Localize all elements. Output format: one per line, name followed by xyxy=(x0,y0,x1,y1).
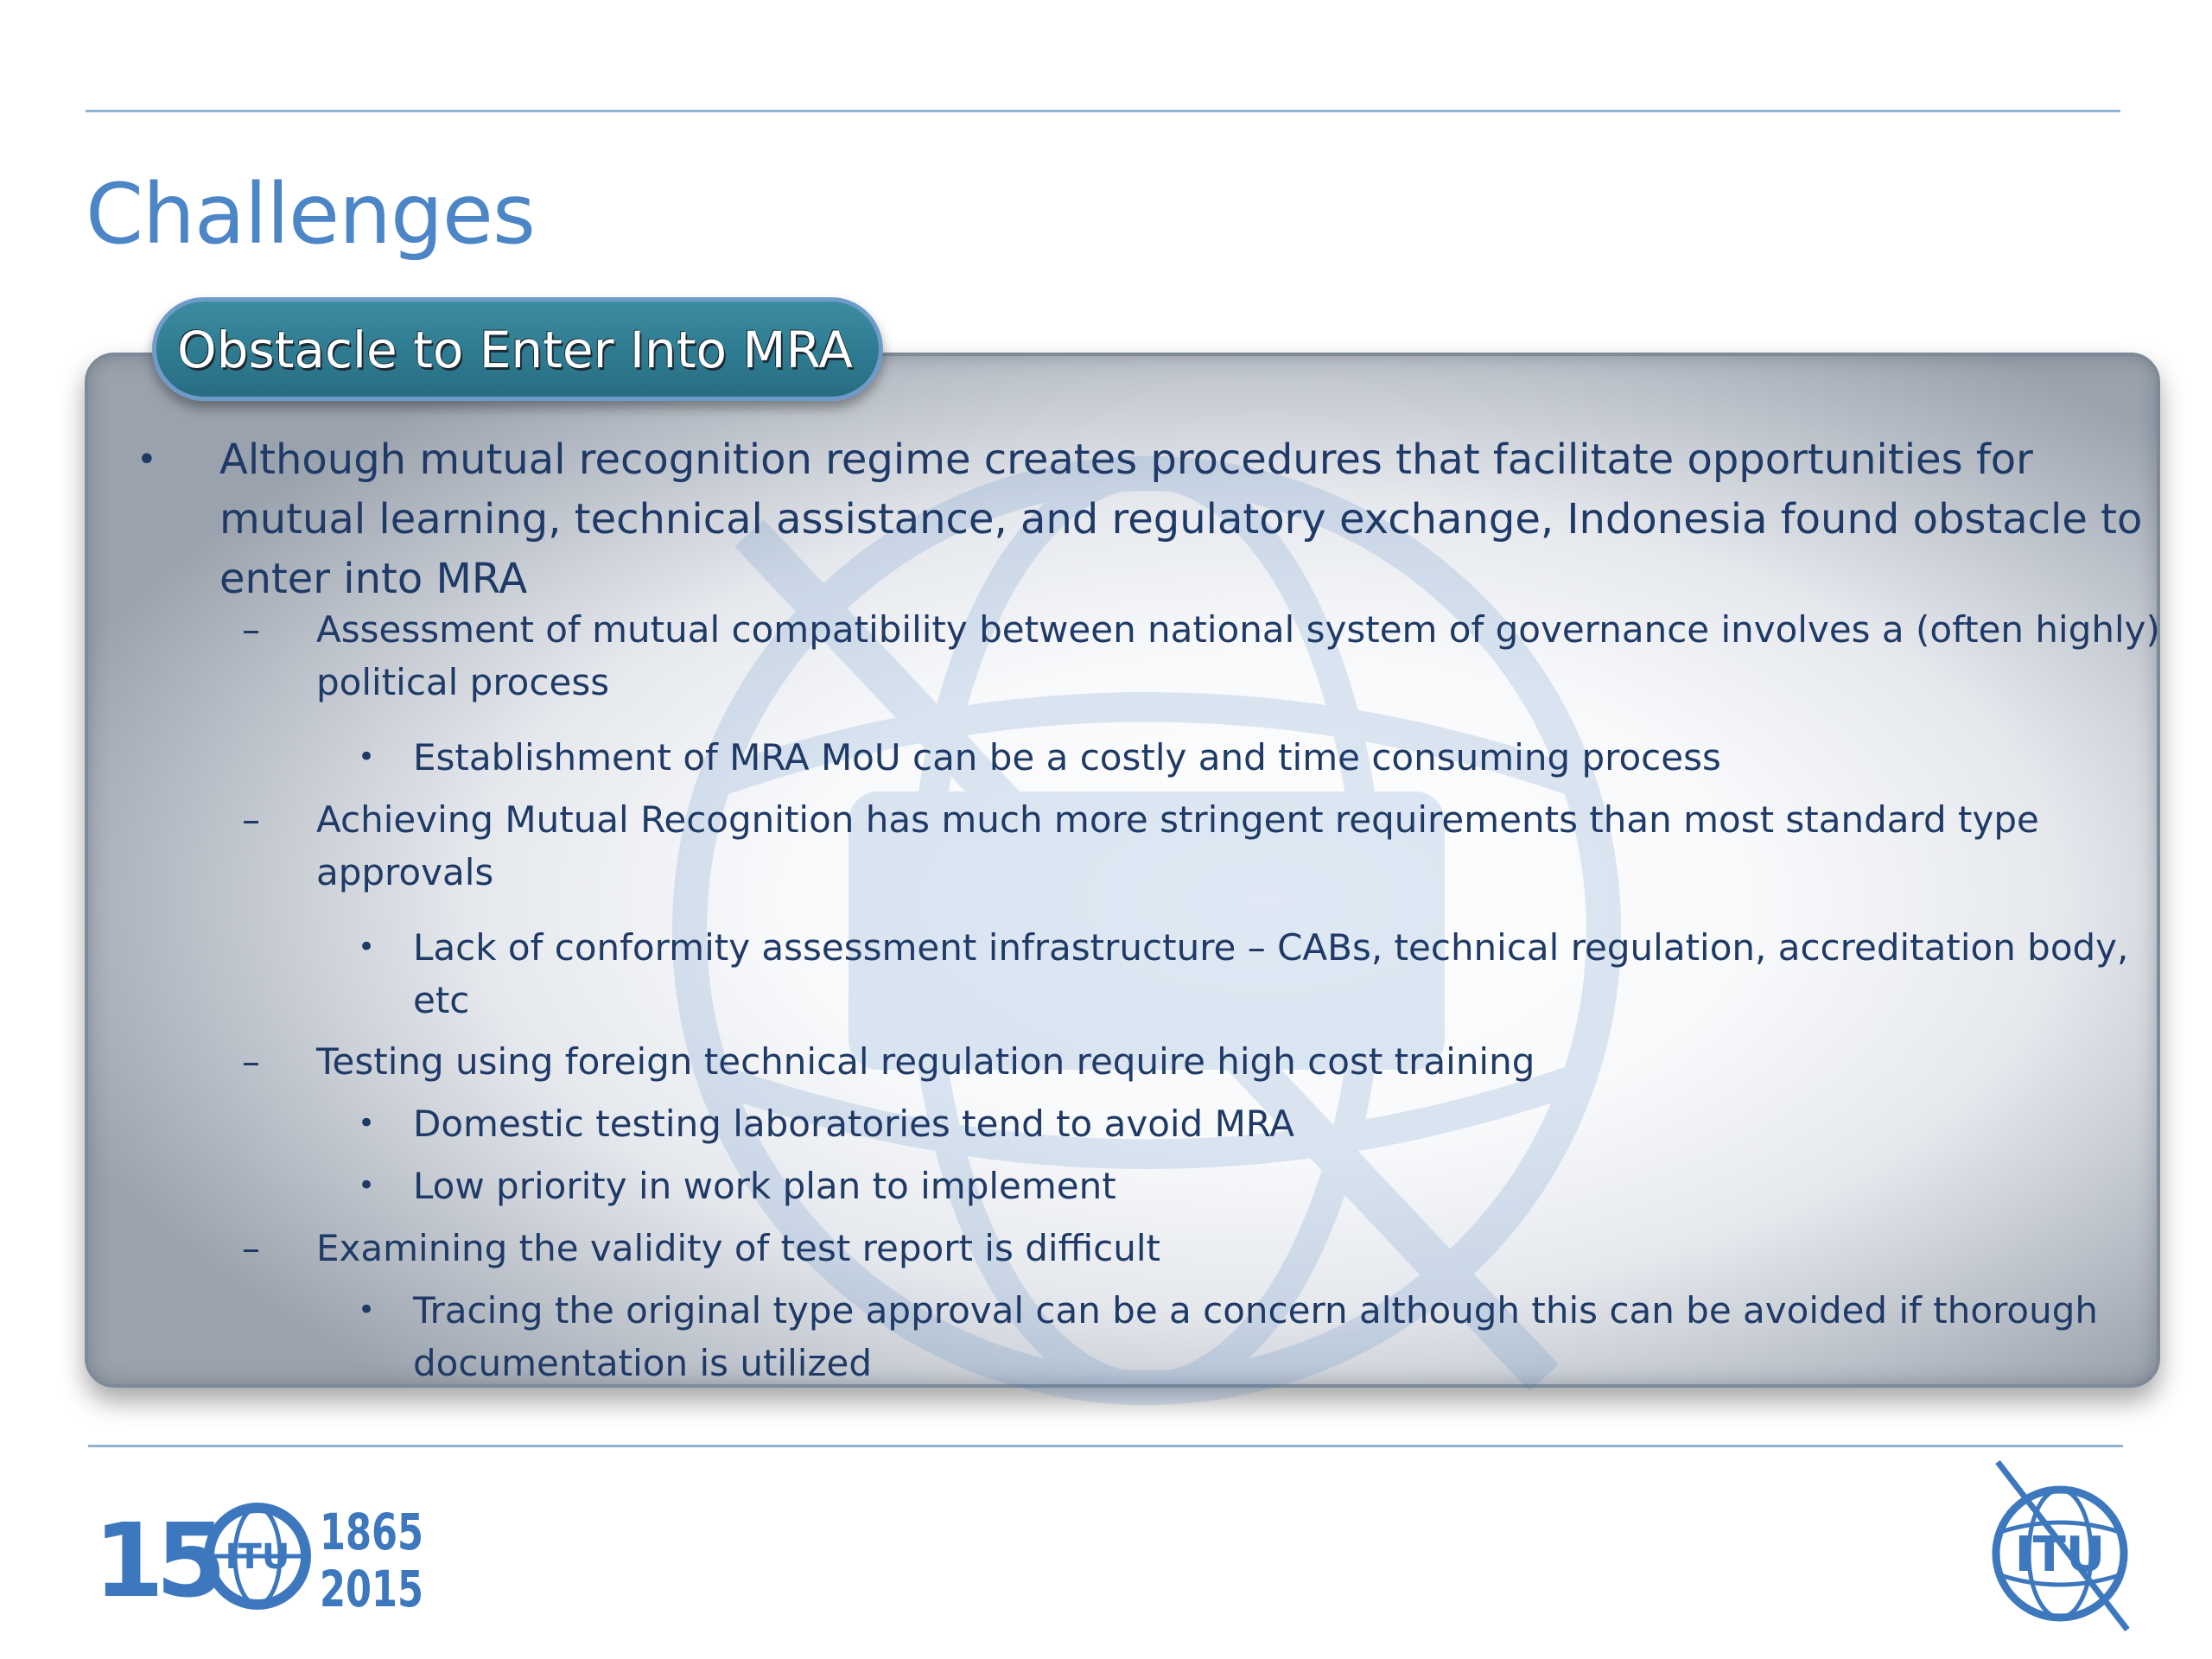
bottom-divider xyxy=(88,1445,2123,1447)
itu-150-anniversary-logo xyxy=(93,1499,430,1620)
bullet-marker: • xyxy=(358,1106,376,1141)
list-item-line: Examining the validity of test report is difficult xyxy=(316,1227,1160,1269)
list-item-line: Domestic testing laboratories tend to avoid MRA xyxy=(413,1103,1295,1145)
list-item-line: enter into MRA xyxy=(219,555,528,603)
list-item-line: political process xyxy=(316,661,610,703)
section-heading-pill xyxy=(152,297,883,401)
bullet-marker: • xyxy=(358,1168,376,1203)
list-item-line: approvals xyxy=(316,851,494,893)
list-item-line: Although mutual recognition regime creates procedures that facilitate opportunities for xyxy=(219,435,2033,484)
list-item-line: etc xyxy=(413,979,470,1021)
list-item-line: documentation is utilized xyxy=(413,1342,872,1384)
dash-marker: – xyxy=(242,1227,260,1269)
list-item-line: Assessment of mutual compatibility between national system of governance involves a (often highly) xyxy=(316,608,2160,651)
content-panel xyxy=(85,353,2160,1388)
list-item-line: Low priority in work plan to implement xyxy=(413,1165,1116,1207)
itu-logo-text: ITU xyxy=(2014,1527,2106,1583)
slide-title: Challenges xyxy=(86,166,535,263)
bullet-marker: • xyxy=(358,930,376,964)
list-item-line: Testing using foreign technical regulation require high cost training xyxy=(316,1040,1535,1083)
dash-marker: – xyxy=(242,1040,260,1083)
year-end: 2015 xyxy=(320,1560,423,1618)
bullet-marker: • xyxy=(358,1293,376,1327)
itu-logo xyxy=(1980,1460,2136,1633)
globe-itu-text: ITU xyxy=(225,1537,290,1577)
list-item-line: Tracing the original type approval can be a concern although this can be avoided if thorough xyxy=(413,1289,2099,1332)
section-heading: Obstacle to Enter Into MRA xyxy=(177,321,854,379)
list-item-line: mutual learning, technical assistance, and regulatory exchange, Indonesia found obstacle to xyxy=(219,495,2143,543)
bullet-marker: • xyxy=(358,740,376,774)
list-item-line: Lack of conformity assessment infrastructure – CABs, technical regulation, accreditation body, xyxy=(413,926,2129,969)
bullet-marker: • xyxy=(137,440,157,480)
globe-icon xyxy=(209,1508,306,1605)
bullet-list xyxy=(88,356,2160,1384)
year-start: 1865 xyxy=(320,1503,423,1561)
list-item-line: Achieving Mutual Recognition has much more stringent requirements than most standard type xyxy=(316,798,2039,841)
dash-marker: – xyxy=(242,798,260,841)
list-item-line: Establishment of MRA MoU can be a costly and time consuming process xyxy=(413,736,1721,779)
anniversary-number: 15 xyxy=(93,1501,219,1620)
dash-marker: – xyxy=(242,608,260,651)
top-divider xyxy=(86,110,2120,112)
